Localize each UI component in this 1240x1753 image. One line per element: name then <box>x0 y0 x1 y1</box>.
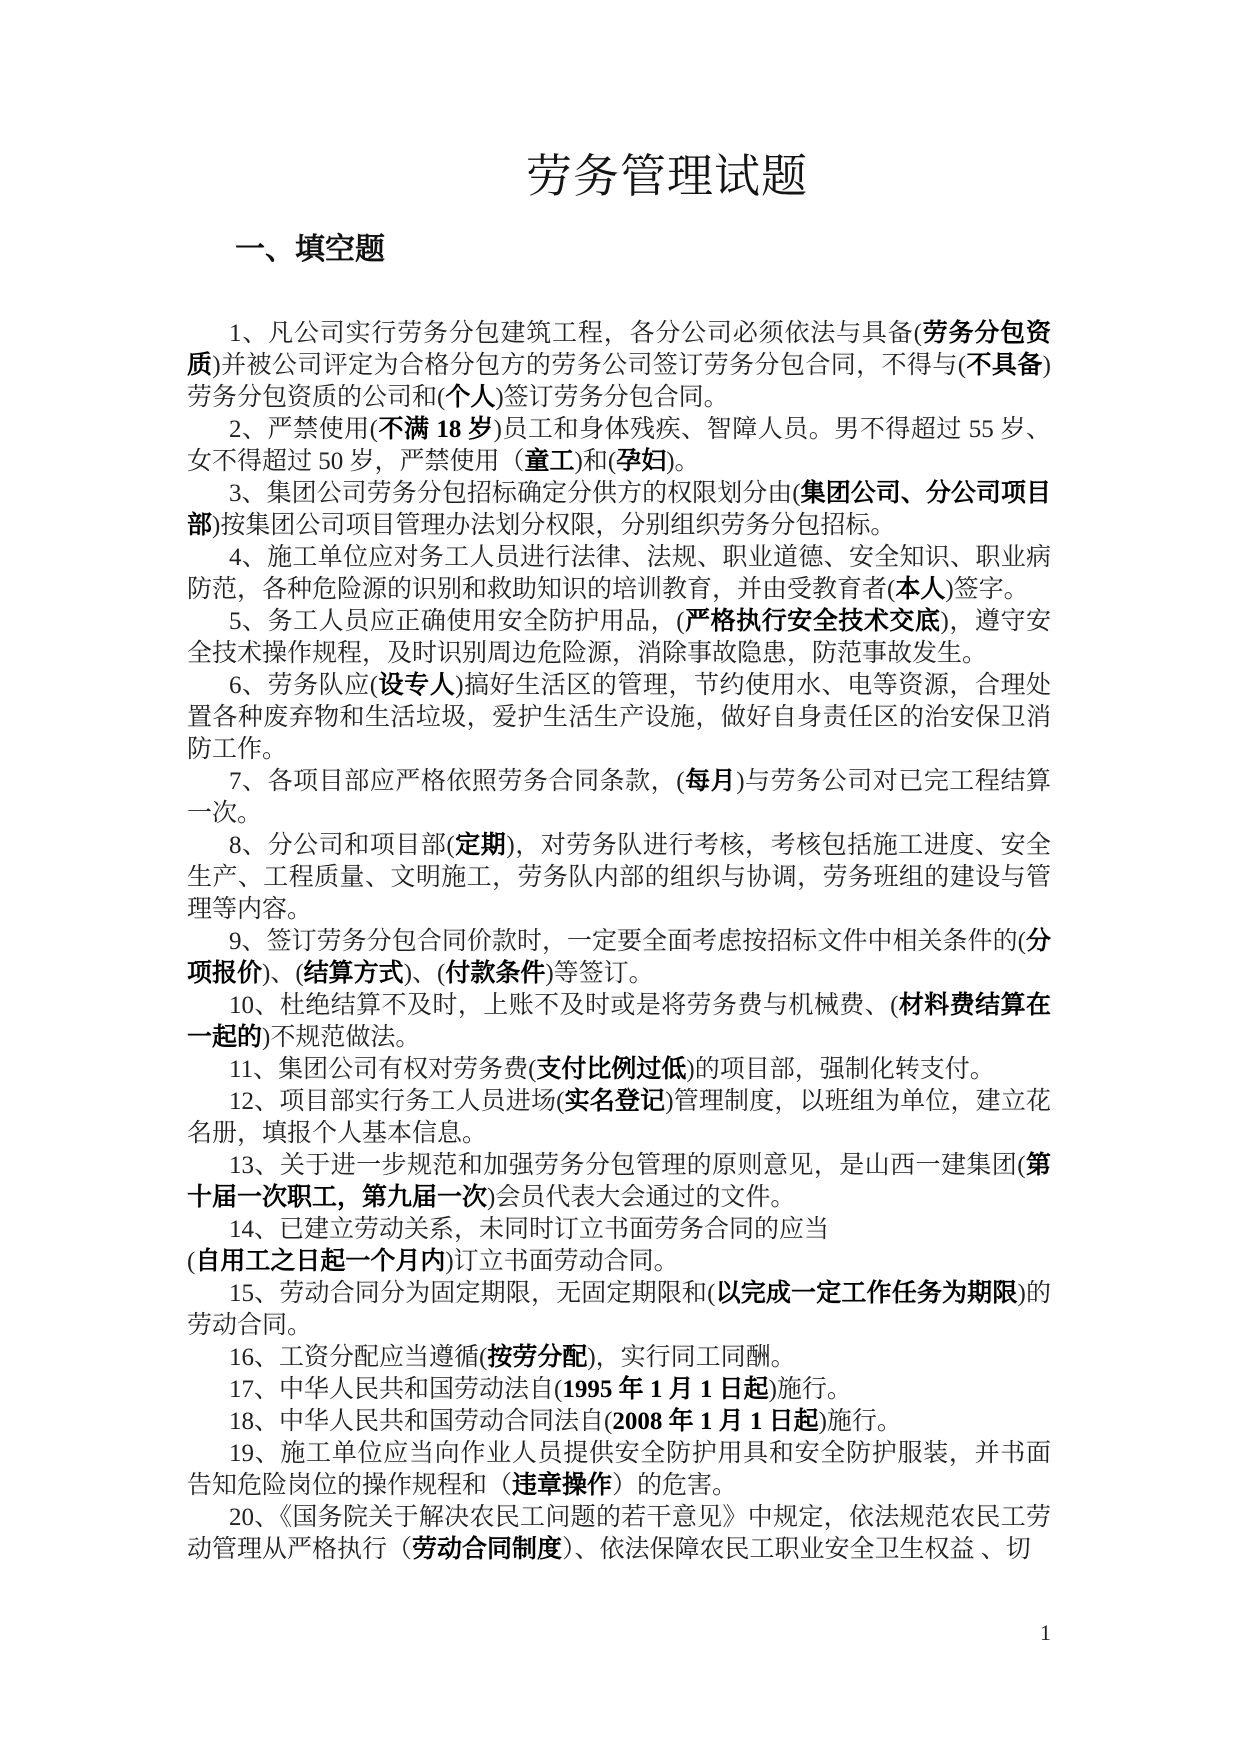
question-text: 5、务工人员应正确使用安全防护用品，( <box>229 608 685 635</box>
question-text: ）的危害。 <box>612 1472 738 1499</box>
question-text: 19、施工单位应当向作业人员提供安全防护用具和安全防护服装，并书面告知危险岗位的操作规程和（ <box>187 1440 1051 1499</box>
question-text: 12、项目部实行务工人员进场( <box>229 1088 565 1115</box>
question-text: )员工和身体残疾、智障人员。男不得超过 55 岁、女不得超过 50 岁，严禁使用（ <box>187 416 1052 475</box>
answer-blank-text: 按劳分配 <box>487 1344 588 1371</box>
question-paragraph <box>187 1502 1051 1566</box>
page-number: 1 <box>1040 1620 1051 1645</box>
question-text: )、( <box>262 960 304 987</box>
answer-blank-text: 2008 年 1 月 1 日起 <box>612 1408 819 1435</box>
answer-blank-text: 劳务分包资质 <box>187 320 1051 379</box>
question-text: 13、关于进一步规范和加强劳务分包管理的原则意见，是山西一建集团( <box>229 1152 1026 1179</box>
question-text: )签订劳务分包合同。 <box>495 384 729 411</box>
question-text: )订立书面劳动合同。 <box>445 1248 679 1275</box>
question-text: ）、依法保障农民工职业安全卫生权益 、切 <box>562 1536 1031 1563</box>
question-paragraph <box>187 990 1051 1054</box>
question-text: 10、杜绝结算不及时，上账不及时或是将劳务费与机械费、( <box>229 992 899 1019</box>
question-text: )施行。 <box>818 1408 902 1435</box>
question-paragraph <box>187 1406 1051 1438</box>
answer-blank-text: 不具备 <box>966 352 1043 379</box>
answer-blank-text: 本人 <box>895 576 946 603</box>
answer-blank-text: 自用工之日起一个月内 <box>195 1248 446 1275</box>
question-text: 20、《国务院关于解决农民工问题的若干意见》中规定，依法规范农民工劳动管理从严格执行（ <box>187 1504 1051 1563</box>
answer-blank-text: 每月 <box>684 768 737 795</box>
question-text: 8、分公司和项目部( <box>229 832 455 859</box>
question-text: )劳务分包资质的公司和( <box>187 352 1051 411</box>
answer-blank-text: 结算方式 <box>303 960 404 987</box>
answer-blank-text: 付款条件 <box>445 960 546 987</box>
question-text: 4、施工单位应对务工人员进行法律、法规、职业道德、安全知识、职业病防范，各种危险源的识别和救助知识的培训教育，并由受教育者( <box>187 544 1051 603</box>
question-text: ( <box>187 1248 196 1275</box>
answer-blank-text: 孕妇 <box>616 448 667 475</box>
question-paragraph <box>187 1086 1051 1150</box>
question-paragraph <box>187 414 1051 478</box>
question-paragraph <box>187 926 1051 990</box>
question-text: 6、劳务队应( <box>229 672 379 699</box>
question-text: )签字。 <box>945 576 1029 603</box>
page-title: 劳务管理试题 <box>526 151 808 202</box>
question-paragraph <box>187 830 1051 926</box>
question-text: )并被公司评定为合格分包方的劳务公司签订劳务分包合同，不得与( <box>212 352 967 379</box>
question-text: )，实行同工同酬。 <box>587 1344 796 1371</box>
question-text: )与劳务公司对已完工程结算一次。 <box>187 768 1051 827</box>
answer-blank-text: 实名登记 <box>564 1088 666 1115</box>
question-paragraph <box>187 1438 1051 1502</box>
question-text: 14、已建立劳动关系，未同时订立书面劳务合同的应当 <box>229 1216 830 1243</box>
question-paragraph <box>187 1054 1051 1086</box>
question-text: )和( <box>574 448 617 475</box>
answer-blank-text: 童工 <box>524 448 575 475</box>
answer-blank-text: 集团公司、分公司项目部 <box>187 480 1051 539</box>
answer-blank-text: 支付比例过低 <box>536 1056 687 1083</box>
question-text: 16、工资分配应当遵循( <box>229 1344 488 1371</box>
question-paragraph <box>187 606 1051 670</box>
answer-blank-text: 违章操作 <box>512 1472 613 1499</box>
answer-blank-text: 以完成一定工作任务为期限 <box>715 1280 1018 1307</box>
question-text: 18、中华人民共和国劳动合同法自( <box>229 1408 613 1435</box>
answer-blank-text: 定期 <box>454 832 507 859</box>
question-text: 11、集团公司有权对劳务费( <box>229 1056 537 1083</box>
question-text: )的劳动合同。 <box>187 1280 1052 1339</box>
question-text: 7、各项目部应严格依照劳务合同条款，( <box>229 768 685 795</box>
answer-blank-text: 分项报价 <box>187 928 1051 987</box>
question-text: 9、签订劳务分包合同价款时，一定要全面考虑按招标文件中相关条件的( <box>229 928 1026 955</box>
question-paragraph <box>187 318 1051 414</box>
question-text: )管理制度，以班组为单位，建立花名册，填报个人基本信息。 <box>187 1088 1051 1147</box>
question-paragraph <box>187 478 1051 542</box>
answer-blank-text: 劳动合同制度 <box>412 1536 563 1563</box>
question-text: )。 <box>666 448 700 475</box>
answer-blank-text: 不满 18 岁 <box>377 416 494 443</box>
question-text: )，遵守安全技术操作规程，及时识别周边危险源，消除事故隐患，防范事故发生。 <box>187 608 1052 667</box>
answer-blank-text: 严格执行安全技术交底 <box>684 608 941 635</box>
question-text: )施行。 <box>768 1376 852 1403</box>
question-text: )按集团公司项目管理办法划分权限，分别组织劳务分包招标。 <box>212 512 896 539</box>
answer-blank-text: 材料费结算在一起的 <box>187 992 1051 1051</box>
question-text: )不规范做法。 <box>262 1024 421 1051</box>
question-paragraph <box>187 1150 1051 1214</box>
question-paragraph <box>187 542 1051 606</box>
question-text: 17、中华人民共和国劳动法自( <box>229 1376 563 1403</box>
question-text: )、( <box>403 960 446 987</box>
answer-blank-text: 设专人 <box>378 672 456 699</box>
question-text: 2、严禁使用( <box>229 416 378 443</box>
question-paragraph <box>187 1374 1051 1406</box>
question-text: )会员代表大会通过的文件。 <box>487 1184 796 1211</box>
question-paragraph <box>187 1342 1051 1374</box>
question-paragraph <box>187 1278 1051 1342</box>
question-paragraph <box>187 1214 1051 1278</box>
section-heading-fill-in-the-blanks: 一、填空题 <box>235 233 385 266</box>
document-content <box>187 148 1051 1566</box>
answer-blank-text: 1995 年 1 月 1 日起 <box>562 1376 769 1403</box>
answer-blank-text: 个人 <box>445 384 496 411</box>
question-paragraph <box>187 766 1051 830</box>
question-text: )的项目部，强制化转支付。 <box>686 1056 995 1083</box>
answer-blank-text: 第十届一次职工，第九届一次 <box>187 1152 1051 1211</box>
question-text: 15、劳动合同分为固定期限，无固定期限和( <box>229 1280 716 1307</box>
question-text: )，对劳务队进行考核，考核包括施工进度、安全生产、工程质量、文明施工，劳务队内部的组织与协调，劳务班组的建设与管理等内容。 <box>187 832 1052 923</box>
question-list <box>187 318 1051 1566</box>
question-text: 3、集团公司劳务分包招标确定分供方的权限划分由( <box>229 480 801 507</box>
question-paragraph <box>187 670 1051 766</box>
question-text: 1、凡公司实行劳务分包建筑工程，各分公司必须依法与具备( <box>229 320 922 347</box>
question-text: )等签订。 <box>545 960 654 987</box>
question-text: )搞好生活区的管理，节约使用水、电等资源，合理处置各种废弃物和生活垃圾，爱护生活生产设施，做好自身责任区的治安保卫消防工作。 <box>187 672 1052 763</box>
